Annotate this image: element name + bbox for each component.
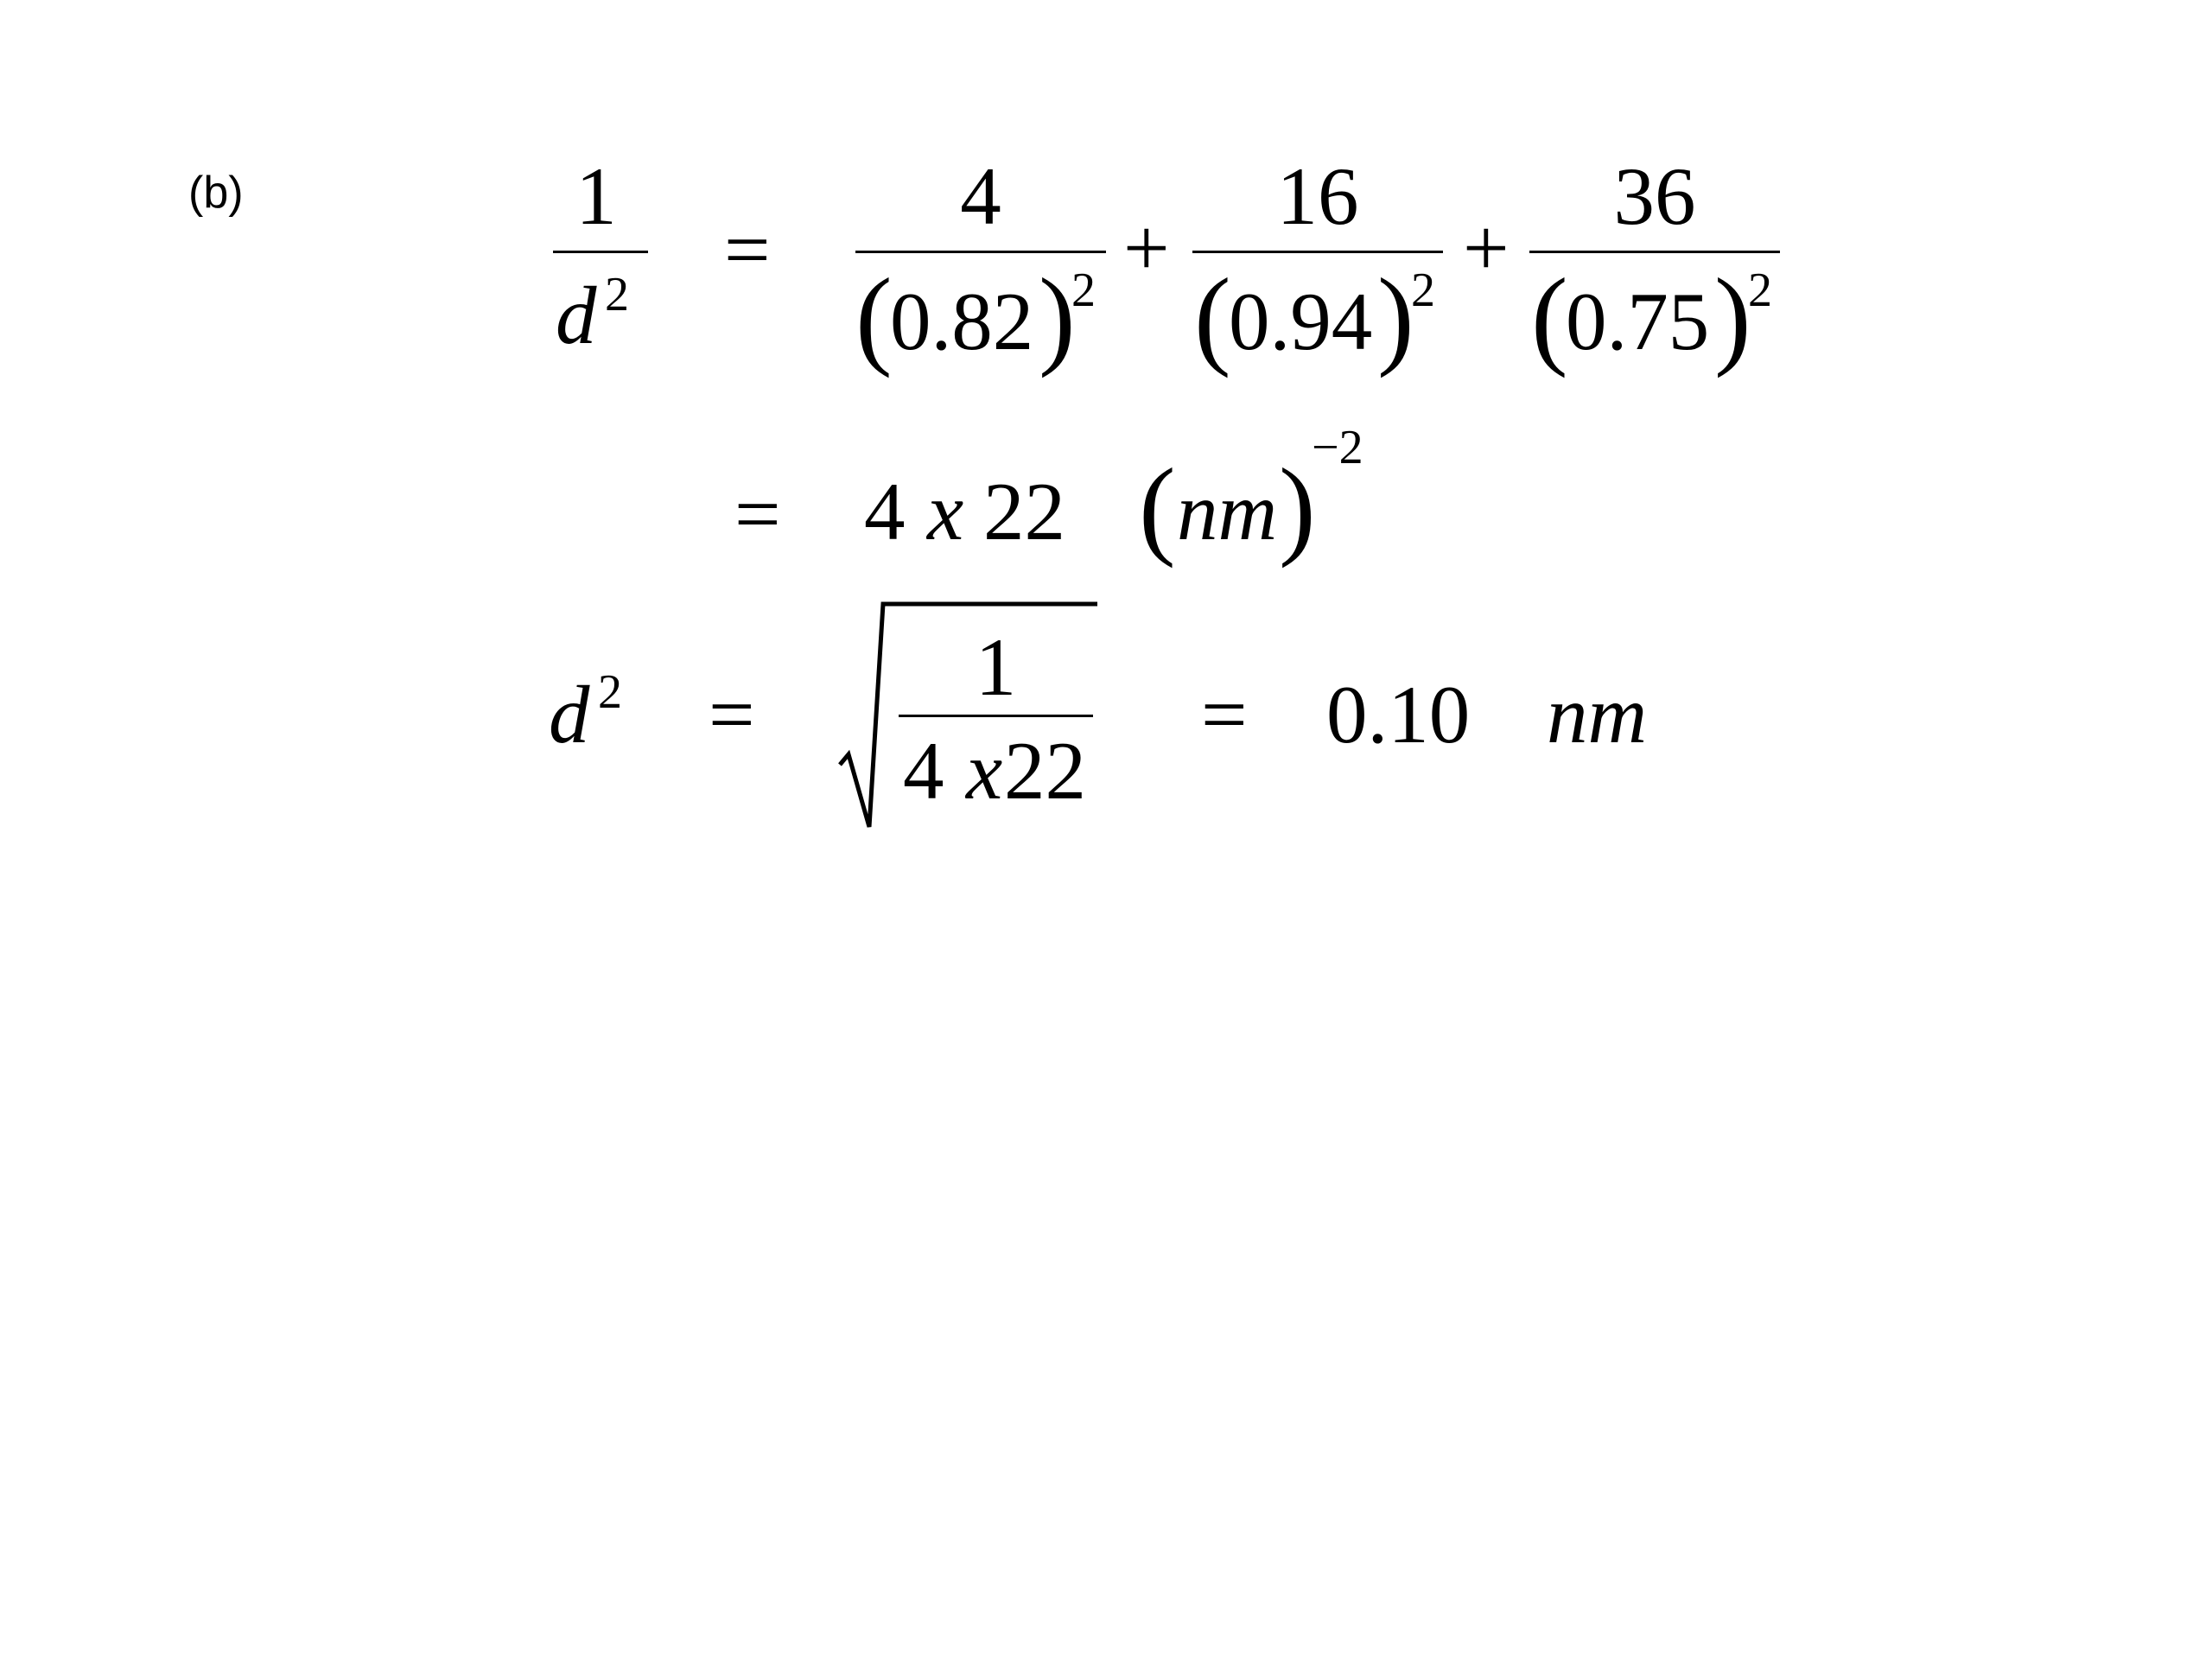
term-numerator: 16: [1276, 150, 1359, 242]
term-base-value: 0.94: [1229, 276, 1373, 367]
term-numerator: 4: [960, 150, 1001, 242]
fraction-bar: [1529, 251, 1780, 253]
fraction-bar: [553, 251, 648, 253]
term-numerator: 36: [1613, 150, 1696, 242]
close-paren: ): [1039, 256, 1076, 378]
term-exponent: 2: [1071, 264, 1096, 317]
term-base-value: 0.82: [890, 276, 1034, 367]
result-unit: nm: [1547, 669, 1648, 760]
close-paren: ): [1714, 256, 1751, 378]
close-paren: ): [1377, 256, 1414, 378]
lhs-exponent: 2: [598, 665, 622, 719]
lhs-variable: d: [549, 669, 590, 760]
close-paren: ): [1279, 446, 1316, 569]
value: 22: [983, 466, 1065, 557]
lhs-denominator-var: d: [556, 270, 597, 361]
radicand-value: 22: [1004, 725, 1086, 817]
term-exponent: 2: [1411, 264, 1435, 317]
equals-sign: =: [734, 468, 781, 560]
part-label: (b): [188, 168, 244, 218]
equals-sign: =: [709, 669, 755, 760]
equals-sign: =: [1201, 669, 1248, 760]
lhs-numerator: 1: [575, 150, 617, 242]
fraction-bar: [1192, 251, 1443, 253]
term-base-value: 0.75: [1566, 276, 1710, 367]
coefficient: 4: [864, 466, 906, 557]
radicand-numerator: 1: [975, 621, 1017, 713]
plus-sign: +: [1123, 202, 1170, 294]
exponent: −2: [1312, 421, 1363, 474]
term-exponent: 2: [1748, 264, 1772, 317]
times-symbol: x: [927, 466, 964, 557]
fraction-bar: [899, 715, 1093, 717]
unit: nm: [1177, 466, 1278, 557]
fraction-bar: [855, 251, 1106, 253]
open-paren: (: [1194, 256, 1231, 378]
lhs-denominator-exponent: 2: [605, 268, 629, 321]
radicand-times-symbol: x: [966, 725, 1003, 817]
radicand-coefficient: 4: [903, 725, 944, 817]
result-value: 0.10: [1326, 669, 1471, 760]
open-paren: (: [855, 256, 893, 378]
open-paren: (: [1139, 446, 1176, 569]
equals-sign: =: [724, 204, 771, 296]
plus-sign: +: [1463, 202, 1510, 294]
open-paren: (: [1531, 256, 1568, 378]
